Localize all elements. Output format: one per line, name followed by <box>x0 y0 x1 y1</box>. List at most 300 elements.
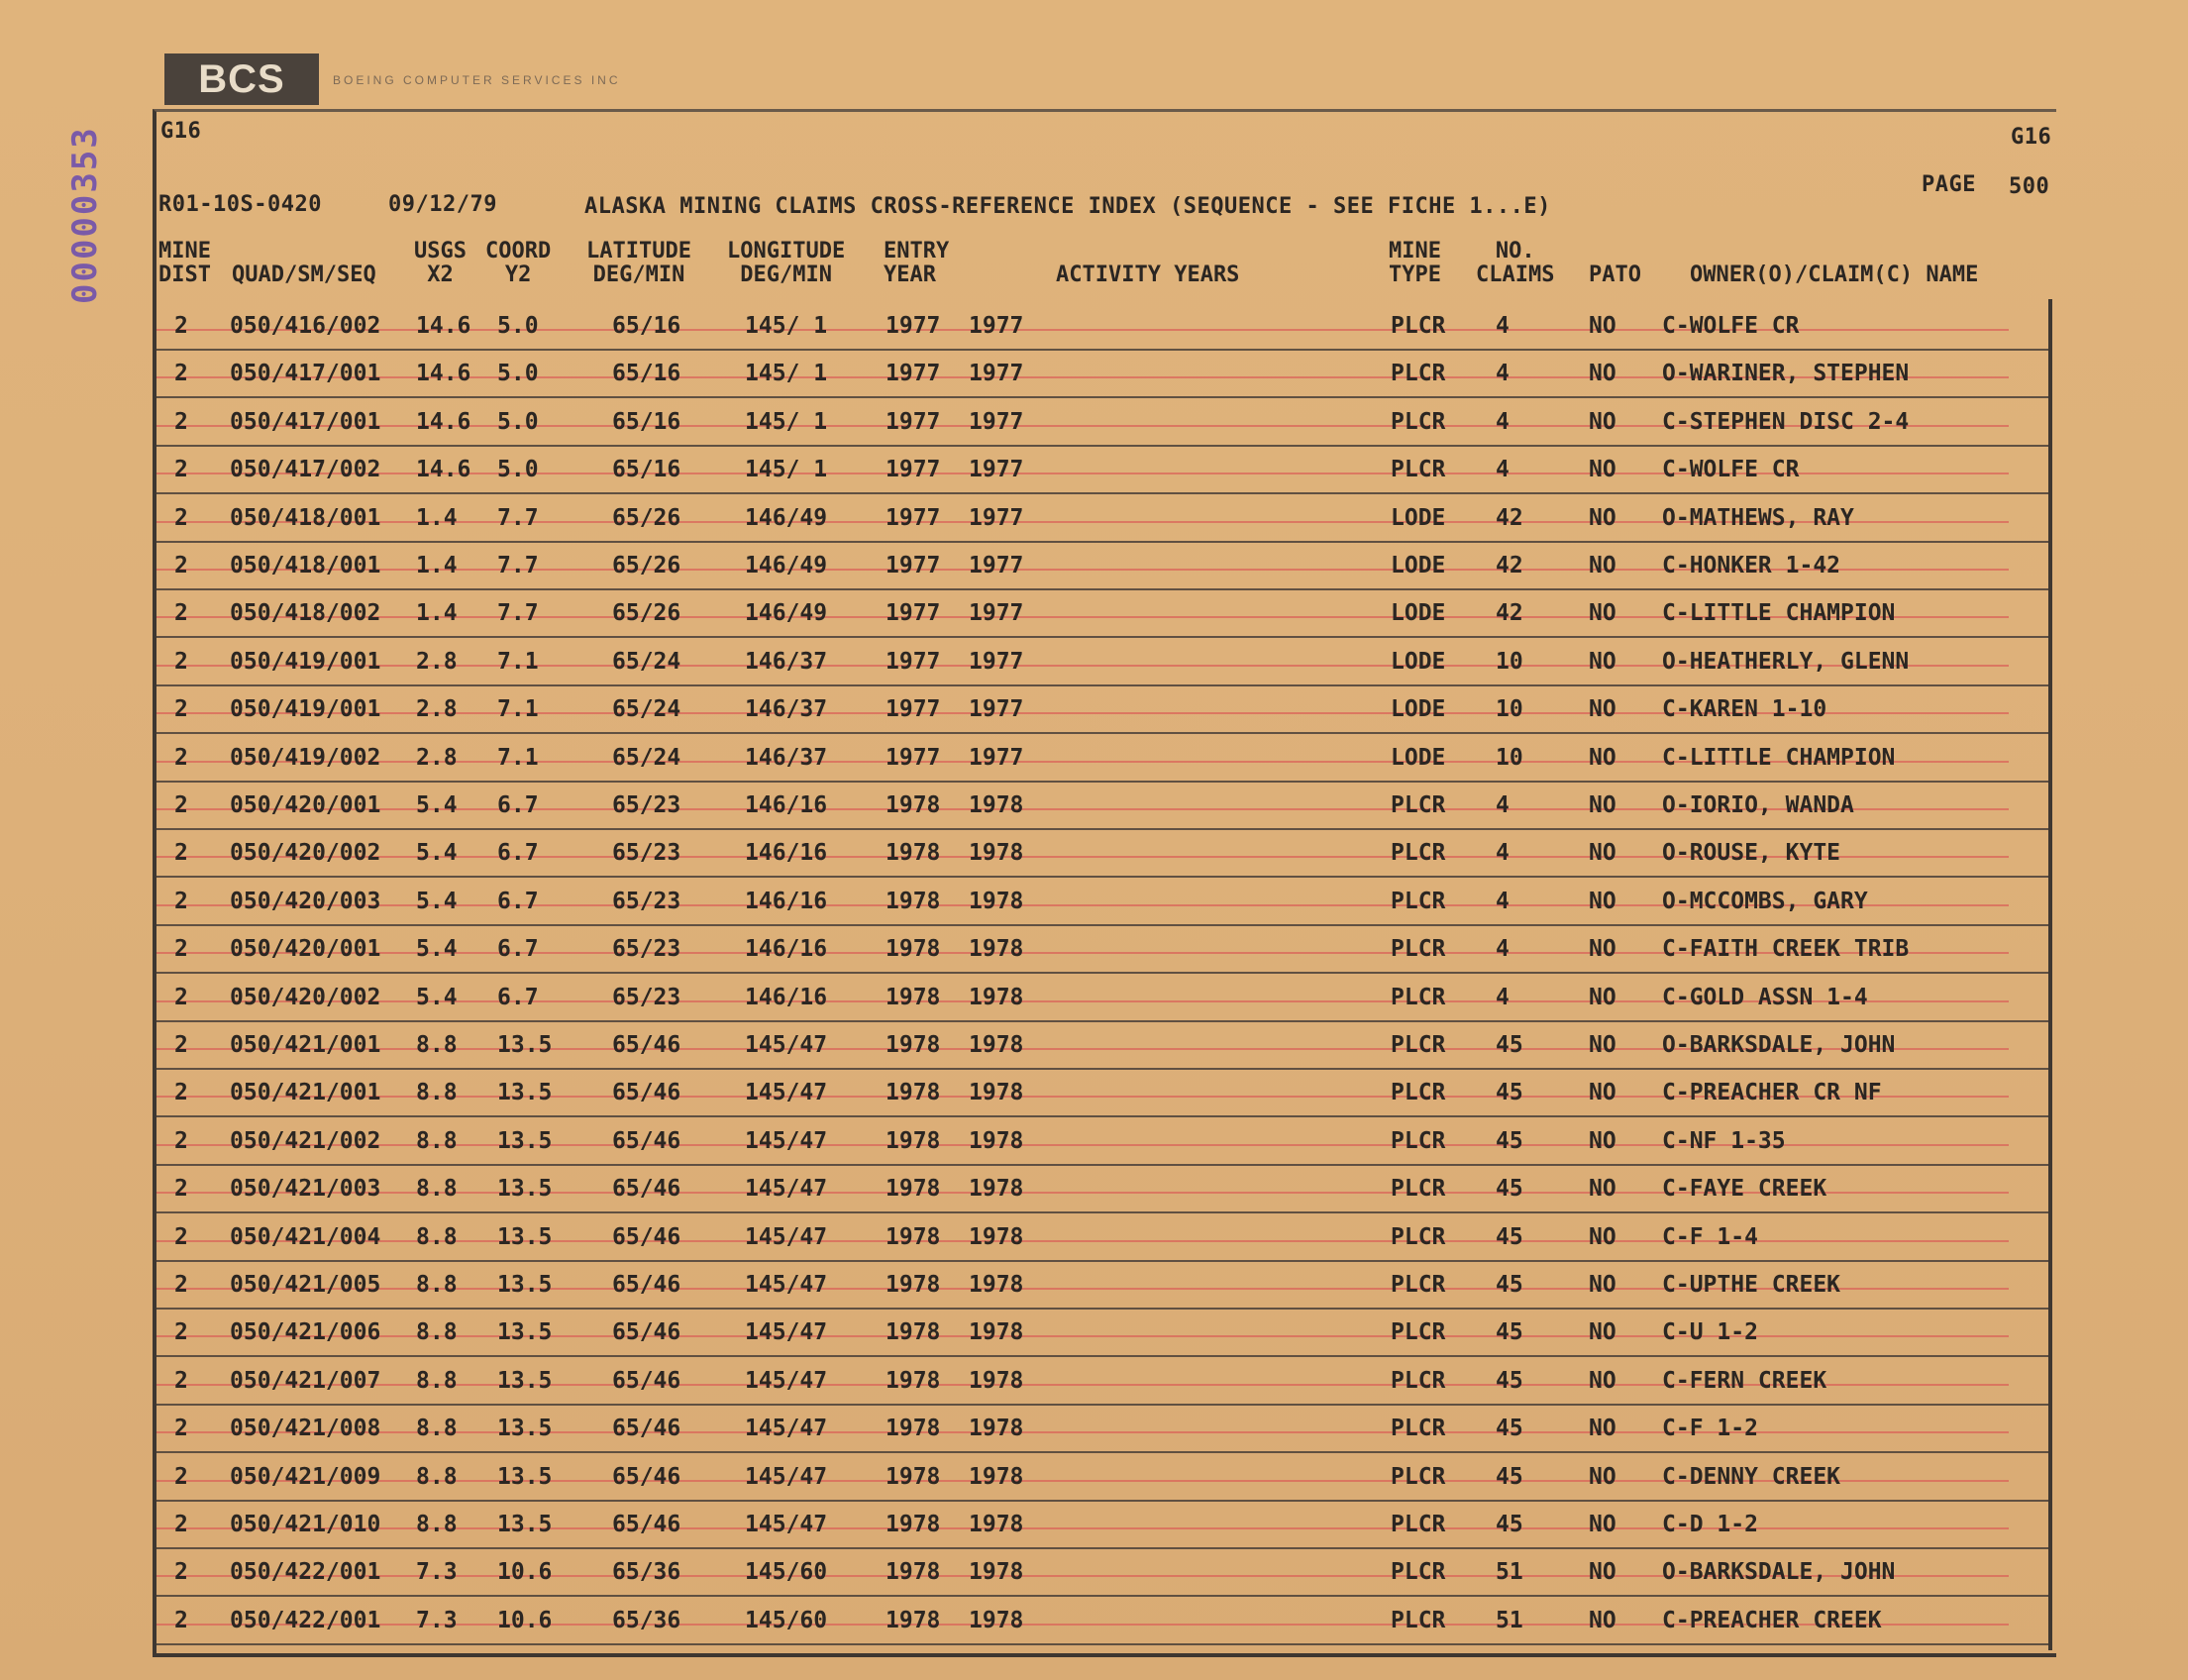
cell-coord-y2: 13.5 <box>497 1463 553 1490</box>
cell-coord-y2: 6.7 <box>497 888 539 914</box>
cell-coord-y2: 5.0 <box>497 313 539 339</box>
cell-mine-dist: 2 <box>174 1176 188 1203</box>
cell-longitude: 146/49 <box>745 504 828 531</box>
cell-activity-year: 1978 <box>969 1223 1024 1250</box>
table-row <box>156 1262 2048 1310</box>
cell-entry-year: 1977 <box>886 408 941 435</box>
cell-longitude: 145/ 1 <box>745 457 828 483</box>
cell-activity-year: 1977 <box>969 696 1024 723</box>
table-row <box>156 1598 2048 1645</box>
table-row <box>156 351 2048 398</box>
cell-pato: NO <box>1589 984 1616 1010</box>
cell-coord-y2: 13.5 <box>497 1176 553 1203</box>
cell-mine-dist: 2 <box>174 457 188 483</box>
cell-latitude: 65/46 <box>612 1127 681 1154</box>
page-code-left: G16 <box>160 119 202 144</box>
cell-usgs-x2: 14.6 <box>416 361 471 387</box>
report-title: ALASKA MINING CLAIMS CROSS-REFERENCE INDEX (SEQUENCE - SEE FICHE 1...E) <box>584 194 1551 219</box>
cell-claims: 45 <box>1496 1080 1523 1106</box>
cell-owner-claim-name: C-WOLFE CR <box>1662 457 1800 483</box>
cell-pato: NO <box>1589 1607 1616 1633</box>
table-row <box>156 1406 2048 1453</box>
cell-latitude: 65/23 <box>612 888 681 914</box>
page-code-right: G16 <box>2011 125 2052 150</box>
cell-longitude: 145/ 1 <box>745 361 828 387</box>
cell-entry-year: 1977 <box>886 744 941 771</box>
cell-mine-dist: 2 <box>174 984 188 1010</box>
cell-mine-dist: 2 <box>174 1080 188 1106</box>
cell-usgs-x2: 5.4 <box>416 792 458 818</box>
cell-entry-year: 1978 <box>886 1127 941 1154</box>
cell-owner-claim-name: O-HEATHERLY, GLENN <box>1662 648 1910 675</box>
cell-latitude: 65/46 <box>612 1032 681 1058</box>
cell-entry-year: 1978 <box>886 840 941 867</box>
cell-quad-seq: 050/419/002 <box>230 744 381 771</box>
cell-claims: 45 <box>1496 1367 1523 1394</box>
cell-longitude: 146/16 <box>745 984 828 1010</box>
cell-usgs-x2: 8.8 <box>416 1176 458 1203</box>
cell-entry-year: 1978 <box>886 792 941 818</box>
cell-pato: NO <box>1589 1416 1616 1442</box>
cell-quad-seq: 050/422/001 <box>230 1607 381 1633</box>
cell-owner-claim-name: C-F 1-2 <box>1662 1416 1758 1442</box>
cell-mine-dist: 2 <box>174 600 188 627</box>
cell-claims: 45 <box>1496 1223 1523 1250</box>
cell-longitude: 145/47 <box>745 1319 828 1346</box>
cell-latitude: 65/16 <box>612 361 681 387</box>
cell-quad-seq: 050/421/005 <box>230 1272 381 1298</box>
cell-claims: 4 <box>1496 361 1510 387</box>
cell-claims: 42 <box>1496 600 1523 627</box>
cell-quad-seq: 050/421/003 <box>230 1176 381 1203</box>
cell-entry-year: 1977 <box>886 553 941 578</box>
cell-claims: 4 <box>1496 313 1510 339</box>
cell-mine-type: PLCR <box>1391 1272 1446 1298</box>
cell-activity-year: 1977 <box>969 744 1024 771</box>
table-row <box>156 879 2048 926</box>
table-row <box>156 1070 2048 1117</box>
cell-owner-claim-name: C-LITTLE CHAMPION <box>1662 744 1896 771</box>
cell-owner-claim-name: C-STEPHEN DISC 2-4 <box>1662 408 1910 435</box>
table-row <box>156 543 2048 590</box>
cell-owner-claim-name: C-FAITH CREEK TRIB <box>1662 936 1910 963</box>
cell-quad-seq: 050/420/003 <box>230 888 381 914</box>
col-activity-years: ACTIVITY YEARS <box>1056 262 1240 287</box>
cell-latitude: 65/46 <box>612 1463 681 1490</box>
cell-activity-year: 1977 <box>969 313 1024 339</box>
cell-coord-y2: 7.1 <box>497 744 539 771</box>
cell-coord-y2: 13.5 <box>497 1319 553 1346</box>
cell-entry-year: 1978 <box>886 1223 941 1250</box>
cell-mine-type: PLCR <box>1391 1176 1446 1203</box>
cell-claims: 45 <box>1496 1272 1523 1298</box>
table-row <box>156 735 2048 783</box>
cell-pato: NO <box>1589 1272 1616 1298</box>
cell-mine-dist: 2 <box>174 1127 188 1154</box>
cell-entry-year: 1978 <box>886 888 941 914</box>
cell-longitude: 146/37 <box>745 648 828 675</box>
cell-claims: 4 <box>1496 984 1510 1010</box>
cell-owner-claim-name: C-LITTLE CHAMPION <box>1662 600 1896 627</box>
cell-owner-claim-name: C-WOLFE CR <box>1662 313 1800 339</box>
cell-quad-seq: 050/421/001 <box>230 1080 381 1106</box>
cell-pato: NO <box>1589 600 1616 627</box>
cell-pato: NO <box>1589 1080 1616 1106</box>
cell-usgs-x2: 8.8 <box>416 1512 458 1537</box>
cell-claims: 45 <box>1496 1463 1523 1490</box>
table-row <box>156 399 2048 447</box>
cell-latitude: 65/26 <box>612 504 681 531</box>
cell-owner-claim-name: C-D 1-2 <box>1662 1512 1758 1537</box>
col-claims: NO. CLAIMS <box>1476 239 1555 287</box>
cell-longitude: 145/60 <box>745 1559 828 1586</box>
cell-mine-type: LODE <box>1391 696 1446 723</box>
cell-coord-y2: 7.1 <box>497 696 539 723</box>
cell-mine-dist: 2 <box>174 1416 188 1442</box>
cell-pato: NO <box>1589 1559 1616 1586</box>
table-row <box>156 303 2048 351</box>
col-mine-dist: MINE DIST <box>158 239 211 287</box>
cell-longitude: 145/60 <box>745 1607 828 1633</box>
cell-owner-claim-name: C-F 1-4 <box>1662 1223 1758 1250</box>
cell-latitude: 65/46 <box>612 1416 681 1442</box>
cell-pato: NO <box>1589 888 1616 914</box>
col-mine-type: MINE TYPE <box>1389 239 1441 287</box>
cell-usgs-x2: 14.6 <box>416 408 471 435</box>
cell-mine-type: PLCR <box>1391 457 1446 483</box>
cell-mine-dist: 2 <box>174 1367 188 1394</box>
cell-entry-year: 1978 <box>886 1032 941 1058</box>
cell-mine-type: PLCR <box>1391 408 1446 435</box>
cell-pato: NO <box>1589 553 1616 578</box>
cell-usgs-x2: 8.8 <box>416 1416 458 1442</box>
cell-usgs-x2: 7.3 <box>416 1559 458 1586</box>
cell-pato: NO <box>1589 408 1616 435</box>
cell-pato: NO <box>1589 792 1616 818</box>
cell-mine-dist: 2 <box>174 1512 188 1537</box>
cell-usgs-x2: 8.8 <box>416 1463 458 1490</box>
cell-usgs-x2: 8.8 <box>416 1223 458 1250</box>
cell-longitude: 145/47 <box>745 1080 828 1106</box>
cell-mine-type: LODE <box>1391 744 1446 771</box>
cell-claims: 4 <box>1496 936 1510 963</box>
cell-usgs-x2: 7.3 <box>416 1607 458 1633</box>
cell-quad-seq: 050/418/001 <box>230 504 381 531</box>
cell-longitude: 145/47 <box>745 1223 828 1250</box>
cell-activity-year: 1978 <box>969 840 1024 867</box>
cell-activity-year: 1977 <box>969 408 1024 435</box>
cell-longitude: 145/47 <box>745 1463 828 1490</box>
cell-owner-claim-name: O-IORIO, WANDA <box>1662 792 1854 818</box>
cell-pato: NO <box>1589 1319 1616 1346</box>
cell-activity-year: 1978 <box>969 1272 1024 1298</box>
cell-pato: NO <box>1589 504 1616 531</box>
cell-entry-year: 1977 <box>886 313 941 339</box>
cell-mine-type: LODE <box>1391 648 1446 675</box>
cell-mine-type: PLCR <box>1391 1319 1446 1346</box>
cell-usgs-x2: 8.8 <box>416 1032 458 1058</box>
cell-usgs-x2: 8.8 <box>416 1367 458 1394</box>
cell-coord-y2: 13.5 <box>497 1416 553 1442</box>
cell-owner-claim-name: O-BARKSDALE, JOHN <box>1662 1559 1896 1586</box>
cell-quad-seq: 050/421/009 <box>230 1463 381 1490</box>
cell-claims: 10 <box>1496 744 1523 771</box>
cell-claims: 10 <box>1496 696 1523 723</box>
cell-mine-dist: 2 <box>174 361 188 387</box>
col-owner-claim: OWNER(O)/CLAIM(C) NAME <box>1690 262 1979 287</box>
cell-claims: 45 <box>1496 1512 1523 1537</box>
report-id: R01-10S-0420 <box>158 192 322 217</box>
cell-coord-y2: 6.7 <box>497 792 539 818</box>
table-row <box>156 1310 2048 1357</box>
cell-coord-y2: 10.6 <box>497 1559 553 1586</box>
cell-quad-seq: 050/418/001 <box>230 553 381 578</box>
cell-usgs-x2: 2.8 <box>416 648 458 675</box>
cell-mine-type: PLCR <box>1391 984 1446 1010</box>
report-date: 09/12/79 <box>388 192 497 217</box>
cell-mine-type: PLCR <box>1391 361 1446 387</box>
table-row <box>156 1214 2048 1262</box>
cell-quad-seq: 050/420/001 <box>230 936 381 963</box>
cell-owner-claim-name: C-FAYE CREEK <box>1662 1176 1827 1203</box>
cell-mine-type: PLCR <box>1391 1223 1446 1250</box>
cell-latitude: 65/46 <box>612 1512 681 1537</box>
cell-activity-year: 1978 <box>969 1080 1024 1106</box>
cell-owner-claim-name: C-HONKER 1-42 <box>1662 553 1841 578</box>
cell-claims: 4 <box>1496 457 1510 483</box>
table-row <box>156 639 2048 686</box>
cell-entry-year: 1978 <box>886 1367 941 1394</box>
cell-entry-year: 1978 <box>886 1463 941 1490</box>
cell-longitude: 146/16 <box>745 936 828 963</box>
table-row <box>156 1358 2048 1406</box>
cell-longitude: 145/47 <box>745 1367 828 1394</box>
cell-quad-seq: 050/417/001 <box>230 408 381 435</box>
cell-owner-claim-name: C-NF 1-35 <box>1662 1127 1786 1154</box>
cell-pato: NO <box>1589 1223 1616 1250</box>
cell-claims: 45 <box>1496 1416 1523 1442</box>
cell-latitude: 65/46 <box>612 1223 681 1250</box>
cell-mine-type: PLCR <box>1391 936 1446 963</box>
cell-usgs-x2: 8.8 <box>416 1319 458 1346</box>
cell-activity-year: 1978 <box>969 1416 1024 1442</box>
cell-latitude: 65/24 <box>612 744 681 771</box>
cell-mine-type: PLCR <box>1391 1463 1446 1490</box>
cell-entry-year: 1977 <box>886 696 941 723</box>
cell-owner-claim-name: C-KAREN 1-10 <box>1662 696 1827 723</box>
cell-latitude: 65/46 <box>612 1080 681 1106</box>
cell-quad-seq: 050/420/002 <box>230 840 381 867</box>
cell-entry-year: 1977 <box>886 504 941 531</box>
cell-owner-claim-name: O-WARINER, STEPHEN <box>1662 361 1910 387</box>
cell-longitude: 145/47 <box>745 1127 828 1154</box>
cell-claims: 51 <box>1496 1559 1523 1586</box>
col-latitude: LATITUDE DEG/MIN <box>586 239 691 287</box>
cell-latitude: 65/23 <box>612 792 681 818</box>
cell-claims: 4 <box>1496 408 1510 435</box>
cell-coord-y2: 7.7 <box>497 600 539 627</box>
cell-coord-y2: 13.5 <box>497 1223 553 1250</box>
cell-owner-claim-name: O-ROUSE, KYTE <box>1662 840 1841 867</box>
cell-pato: NO <box>1589 936 1616 963</box>
table-row <box>156 590 2048 638</box>
cell-quad-seq: 050/422/001 <box>230 1559 381 1586</box>
cell-mine-dist: 2 <box>174 1319 188 1346</box>
cell-latitude: 65/16 <box>612 408 681 435</box>
cell-quad-seq: 050/419/001 <box>230 696 381 723</box>
cell-mine-type: PLCR <box>1391 1080 1446 1106</box>
cell-claims: 51 <box>1496 1607 1523 1633</box>
cell-entry-year: 1978 <box>886 1080 941 1106</box>
cell-usgs-x2: 8.8 <box>416 1127 458 1154</box>
cell-mine-dist: 2 <box>174 840 188 867</box>
cell-claims: 4 <box>1496 792 1510 818</box>
col-coord: COORD Y2 <box>485 239 552 287</box>
cell-mine-dist: 2 <box>174 1607 188 1633</box>
page-label: PAGE <box>1922 172 1976 197</box>
cell-mine-dist: 2 <box>174 888 188 914</box>
cell-claims: 42 <box>1496 504 1523 531</box>
cell-mine-dist: 2 <box>174 1032 188 1058</box>
cell-activity-year: 1977 <box>969 457 1024 483</box>
cell-pato: NO <box>1589 457 1616 483</box>
cell-longitude: 146/16 <box>745 792 828 818</box>
cell-latitude: 65/46 <box>612 1367 681 1394</box>
cell-usgs-x2: 5.4 <box>416 984 458 1010</box>
cell-pato: NO <box>1589 1127 1616 1154</box>
cell-pato: NO <box>1589 840 1616 867</box>
cell-entry-year: 1978 <box>886 1176 941 1203</box>
table-row <box>156 447 2048 494</box>
cell-claims: 42 <box>1496 553 1523 578</box>
cell-mine-dist: 2 <box>174 936 188 963</box>
cell-usgs-x2: 1.4 <box>416 504 458 531</box>
cell-coord-y2: 5.0 <box>497 408 539 435</box>
cell-longitude: 146/16 <box>745 888 828 914</box>
cell-usgs-x2: 2.8 <box>416 744 458 771</box>
cell-latitude: 65/23 <box>612 936 681 963</box>
cell-coord-y2: 7.1 <box>497 648 539 675</box>
table-row <box>156 1118 2048 1166</box>
cell-coord-y2: 6.7 <box>497 840 539 867</box>
cell-entry-year: 1978 <box>886 1416 941 1442</box>
cell-activity-year: 1978 <box>969 1367 1024 1394</box>
cell-mine-type: LODE <box>1391 553 1446 578</box>
cell-activity-year: 1977 <box>969 648 1024 675</box>
cell-pato: NO <box>1589 1032 1616 1058</box>
cell-owner-claim-name: C-PREACHER CREEK <box>1662 1607 1882 1633</box>
cell-quad-seq: 050/421/007 <box>230 1367 381 1394</box>
cell-pato: NO <box>1589 744 1616 771</box>
cell-activity-year: 1978 <box>969 1319 1024 1346</box>
cell-claims: 10 <box>1496 648 1523 675</box>
cell-owner-claim-name: C-UPTHE CREEK <box>1662 1272 1841 1298</box>
cell-mine-type: LODE <box>1391 600 1446 627</box>
cell-entry-year: 1978 <box>886 1607 941 1633</box>
cell-mine-type: PLCR <box>1391 1559 1446 1586</box>
cell-entry-year: 1978 <box>886 936 941 963</box>
table-row <box>156 1502 2048 1549</box>
cell-usgs-x2: 1.4 <box>416 553 458 578</box>
cell-mine-type: PLCR <box>1391 1032 1446 1058</box>
cell-coord-y2: 13.5 <box>497 1032 553 1058</box>
cell-mine-type: PLCR <box>1391 1367 1446 1394</box>
cell-activity-year: 1977 <box>969 361 1024 387</box>
cell-coord-y2: 13.5 <box>497 1080 553 1106</box>
cell-mine-dist: 2 <box>174 408 188 435</box>
cell-usgs-x2: 5.4 <box>416 840 458 867</box>
cell-latitude: 65/26 <box>612 553 681 578</box>
cell-entry-year: 1977 <box>886 648 941 675</box>
cell-usgs-x2: 5.4 <box>416 936 458 963</box>
cell-pato: NO <box>1589 361 1616 387</box>
cell-longitude: 146/49 <box>745 600 828 627</box>
cell-longitude: 146/37 <box>745 744 828 771</box>
cell-claims: 45 <box>1496 1127 1523 1154</box>
cell-longitude: 146/49 <box>745 553 828 578</box>
cell-usgs-x2: 14.6 <box>416 457 471 483</box>
cell-coord-y2: 7.7 <box>497 553 539 578</box>
cell-activity-year: 1978 <box>969 888 1024 914</box>
cell-entry-year: 1977 <box>886 361 941 387</box>
cell-activity-year: 1977 <box>969 553 1024 578</box>
cell-mine-dist: 2 <box>174 504 188 531</box>
cell-entry-year: 1978 <box>886 1559 941 1586</box>
cell-quad-seq: 050/417/002 <box>230 457 381 483</box>
cell-coord-y2: 10.6 <box>497 1607 553 1633</box>
cell-activity-year: 1978 <box>969 1559 1024 1586</box>
cell-mine-type: PLCR <box>1391 1512 1446 1537</box>
cell-latitude: 65/16 <box>612 457 681 483</box>
table-row <box>156 783 2048 830</box>
cell-entry-year: 1978 <box>886 1272 941 1298</box>
cell-claims: 45 <box>1496 1176 1523 1203</box>
report-frame-right-edge <box>2048 299 2052 1650</box>
col-usgs: USGS X2 <box>414 239 467 287</box>
cell-mine-dist: 2 <box>174 648 188 675</box>
cell-quad-seq: 050/419/001 <box>230 648 381 675</box>
cell-latitude: 65/16 <box>612 313 681 339</box>
cell-mine-type: PLCR <box>1391 840 1446 867</box>
cell-mine-type: PLCR <box>1391 792 1446 818</box>
cell-longitude: 146/37 <box>745 696 828 723</box>
col-longitude: LONGITUDE DEG/MIN <box>727 239 846 287</box>
cell-quad-seq: 050/418/002 <box>230 600 381 627</box>
table-row <box>156 495 2048 543</box>
cell-claims: 45 <box>1496 1032 1523 1058</box>
cell-activity-year: 1978 <box>969 1032 1024 1058</box>
cell-usgs-x2: 14.6 <box>416 313 471 339</box>
table-row <box>156 1454 2048 1502</box>
cell-coord-y2: 6.7 <box>497 936 539 963</box>
cell-usgs-x2: 8.8 <box>416 1272 458 1298</box>
cell-pato: NO <box>1589 1512 1616 1537</box>
cell-mine-type: PLCR <box>1391 1127 1446 1154</box>
row-rule <box>156 1643 2048 1645</box>
cell-mine-dist: 2 <box>174 1463 188 1490</box>
cell-entry-year: 1978 <box>886 984 941 1010</box>
cell-quad-seq: 050/420/002 <box>230 984 381 1010</box>
cell-owner-claim-name: C-FERN CREEK <box>1662 1367 1827 1394</box>
cell-longitude: 146/16 <box>745 840 828 867</box>
cell-quad-seq: 050/421/010 <box>230 1512 381 1537</box>
cell-owner-claim-name: O-BARKSDALE, JOHN <box>1662 1032 1896 1058</box>
cell-longitude: 145/47 <box>745 1272 828 1298</box>
cell-pato: NO <box>1589 696 1616 723</box>
cell-owner-claim-name: C-PREACHER CR NF <box>1662 1080 1882 1106</box>
cell-latitude: 65/26 <box>612 600 681 627</box>
cell-quad-seq: 050/421/001 <box>230 1032 381 1058</box>
